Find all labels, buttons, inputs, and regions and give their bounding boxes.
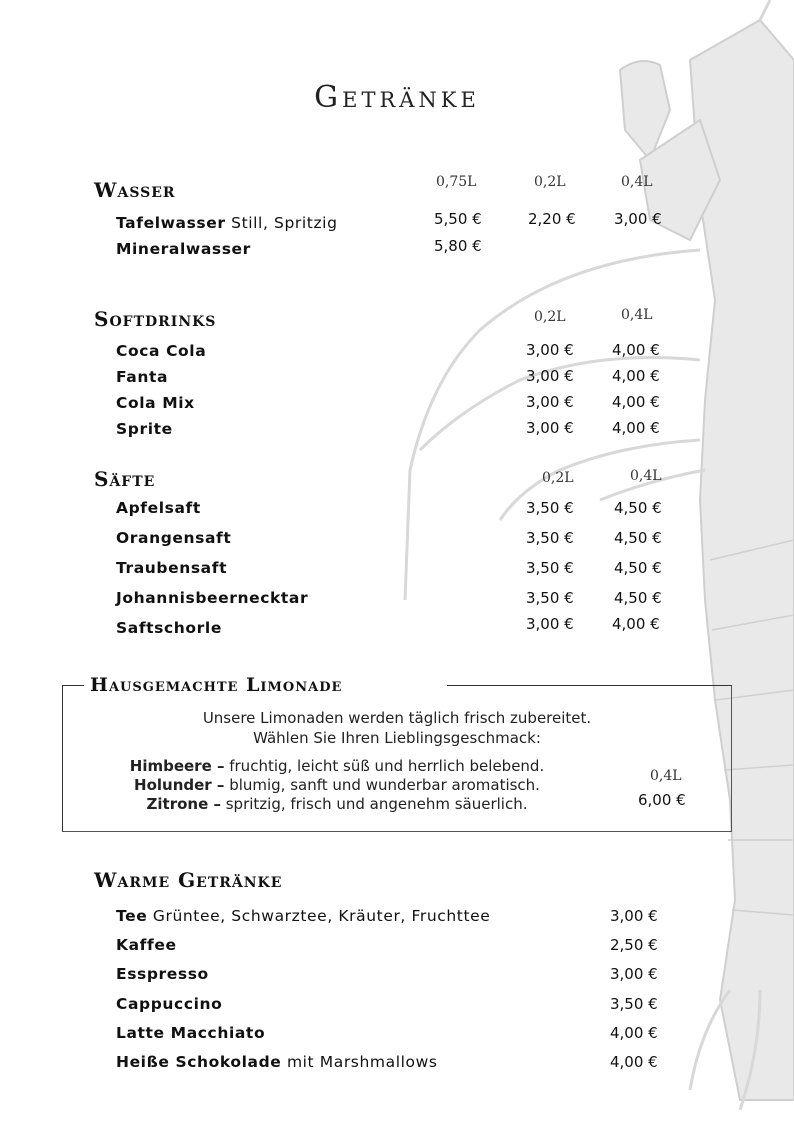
price: 4,00 €: [612, 615, 660, 633]
menu-item: Latte Macchiato: [116, 1024, 266, 1042]
price: 5,80 €: [434, 237, 482, 255]
price: 3,50 €: [526, 589, 574, 607]
menu-item: Traubensaft: [116, 559, 228, 577]
menu-item: Tafelwasser Still, Spritzig: [116, 214, 338, 232]
menu-item: Mineralwasser: [116, 240, 251, 258]
price: 3,50 €: [610, 995, 658, 1013]
menu-item: Sprite: [116, 420, 173, 438]
price: 4,50 €: [614, 589, 662, 607]
section-heading-softdrinks: Softdrinks: [94, 307, 217, 331]
volume-label: 0,2L: [534, 309, 566, 325]
menu-item: Cola Mix: [116, 394, 195, 412]
box-top-border: [62, 685, 84, 686]
price: 3,50 €: [526, 499, 574, 517]
price: 4,00 €: [612, 367, 660, 385]
price: 5,50 €: [434, 210, 482, 228]
volume-label: 0,4L: [621, 307, 653, 323]
menu-item: Kaffee: [116, 936, 177, 954]
menu-item: Heiße Schokolade mit Marshmallows: [116, 1053, 438, 1071]
menu-item: Saftschorle: [116, 619, 222, 637]
menu-item: Fanta: [116, 368, 169, 386]
volume-label: 0,75L: [436, 174, 477, 190]
menu-item: Esspresso: [116, 965, 209, 983]
section-heading-wasser: Wasser: [94, 178, 176, 202]
limonade-intro: Wählen Sie Ihren Lieblingsgeschmack:: [253, 729, 541, 747]
volume-label: 0,4L: [621, 174, 653, 190]
volume-label: 0,4L: [630, 468, 662, 484]
price: 4,50 €: [614, 499, 662, 517]
menu-item: Cappuccino: [116, 995, 223, 1013]
section-heading-warm: Warme Getränke: [94, 868, 283, 892]
page-title: Getränke: [314, 80, 480, 115]
section-heading-limonade: Hausgemachte Limonade: [90, 674, 343, 696]
price: 3,00 €: [614, 210, 662, 228]
price: 3,50 €: [526, 559, 574, 577]
price: 4,50 €: [614, 529, 662, 547]
price: 2,20 €: [528, 210, 576, 228]
price: 3,00 €: [610, 907, 658, 925]
price: 3,50 €: [526, 529, 574, 547]
price: 3,00 €: [526, 615, 574, 633]
price: 3,00 €: [526, 393, 574, 411]
price: 3,00 €: [526, 367, 574, 385]
price: 2,50 €: [610, 936, 658, 954]
price: 4,00 €: [610, 1024, 658, 1042]
menu-item: Apfelsaft: [116, 499, 201, 517]
price: 4,00 €: [610, 1053, 658, 1071]
price: 4,00 €: [612, 393, 660, 411]
volume-label: 0,2L: [542, 470, 574, 486]
price: 4,00 €: [612, 419, 660, 437]
section-heading-saefte: Säfte: [94, 467, 156, 491]
menu-item: Tee Grüntee, Schwarztee, Kräuter, Fruchttee: [116, 907, 491, 925]
menu-item: Orangensaft: [116, 529, 232, 547]
limonade-flavor: Zitrone – spritzig, frisch und angenehm säuerlich.: [146, 795, 528, 813]
limonade-intro: Unsere Limonaden werden täglich frisch zubereitet.: [202, 709, 592, 727]
price: 3,00 €: [526, 419, 574, 437]
menu-item: Coca Cola: [116, 342, 207, 360]
box-top-border: [447, 685, 732, 686]
price: 4,50 €: [614, 559, 662, 577]
price: 4,00 €: [612, 341, 660, 359]
volume-label: 0,2L: [534, 174, 566, 190]
price: 3,00 €: [526, 341, 574, 359]
limonade-flavor: Himbeere – fruchtig, leicht süß und herrlich belebend.: [129, 757, 545, 775]
menu-item: Johannisbeernecktar: [116, 589, 309, 607]
limonade-flavor: Holunder – blumig, sanft und wunderbar aromatisch.: [134, 776, 540, 794]
volume-label: 0,4L: [650, 768, 682, 784]
price: 3,00 €: [610, 965, 658, 983]
price: 6,00 €: [638, 791, 686, 809]
